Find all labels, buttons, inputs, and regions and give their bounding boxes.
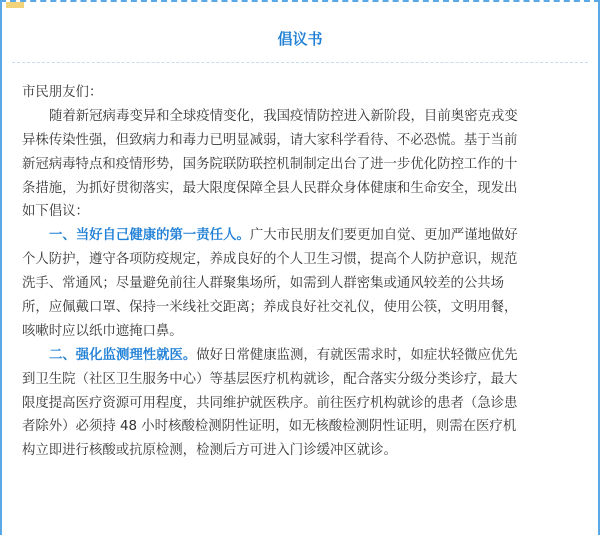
section-2-line: 构立即进行核酸或抗原检测，检测后方可进入门诊缓冲区就诊。 <box>22 443 397 459</box>
section-1-line: 所，应佩戴口罩、保持一米线社交距离；养成良好社交礼仪，使用公筷，文明用餐， <box>22 300 518 316</box>
paragraph-line: 新冠病毒特点和疫情形势，国务院联防联控机制制定出台了进一步优化防控工作的十 <box>22 156 518 172</box>
paragraph-line: 随着新冠病毒变异和全球疫情变化，我国疫情防控进入新阶段，目前奥密克戎变 <box>49 108 518 124</box>
section-2-first-line <box>22 344 582 368</box>
section-1-first-line <box>22 224 582 248</box>
section-2-text: 做好日常健康监测，有就医需求时，如症状轻微应优先 <box>196 347 518 363</box>
section-1-line: 咳嗽时应以纸巾遮掩口鼻。 <box>22 323 183 339</box>
section-2-heading: 二、强化监测理性就医。 <box>49 347 197 363</box>
paragraph-line: 如下倡议： <box>22 204 89 220</box>
salutation: 市民朋友们： <box>22 85 103 100</box>
corner-decoration <box>6 2 24 8</box>
section-1-text: 广大市民朋友们要更加自觉、更加严谨地做好 <box>249 228 518 244</box>
section-2-line: 限度提高医疗资源可用程度，共同维护就医秩序。前往医疗机构就诊的患者（急诊患 <box>22 395 518 411</box>
paragraph-line: 异株传染性强，但致病力和毒力已明显减弱，请大家科学看待、不必恐慌。基于当前 <box>22 132 518 148</box>
section-1-line: 个人防护，遵守各项防疫规定，养成良好的个人卫生习惯，提高个人防护意识，规范 <box>22 252 518 268</box>
paragraph-line: 条措施，为抓好贯彻落实，最大限度保障全县人民群众身体健康和生命安全，现发出 <box>22 180 518 196</box>
section-1-heading: 一、当好自己健康的第一责任人。 <box>49 228 250 244</box>
document-body <box>22 81 582 463</box>
section-2-line: 者除外）必须持 48 小时核酸检测阴性证明，如无核酸检测阴性证明，则需在医疗机 <box>22 419 517 435</box>
title-divider <box>12 62 588 63</box>
section-2-line: 到卫生院（社区卫生服务中心）等基层医疗机构就诊，配合落实分级分类诊疗，最大 <box>22 371 518 387</box>
document-title: 倡议书 <box>277 30 323 48</box>
section-1-line: 洗手、常通风；尽量避免前往人群聚集场所，如需到人群密集或通风较差的公共场 <box>22 276 505 292</box>
